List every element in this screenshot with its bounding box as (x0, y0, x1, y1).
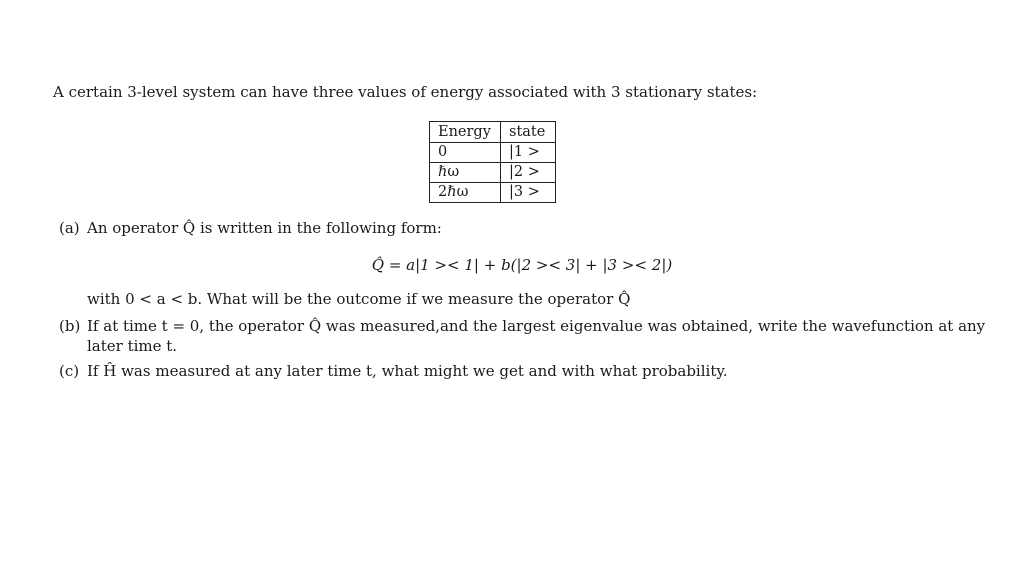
header-state: state (501, 122, 556, 143)
part-c (59, 362, 728, 380)
part-b (59, 317, 985, 335)
part-c-text: If Ĥ was measured at any later time t, what might we get and with what probability. (87, 362, 728, 380)
operator-equation (0, 256, 1024, 274)
energy-state-table (429, 121, 556, 203)
part-a-label: (a) (59, 219, 80, 237)
part-c-label: (c) (59, 362, 80, 380)
energy-cell: 2ℏω (430, 183, 501, 203)
energy-cell: ℏω (430, 163, 501, 183)
header-energy: Energy (430, 122, 501, 143)
state-cell: |2 > (501, 163, 556, 183)
equation-text: Q̂ = a|1 >< 1| + b(|2 >< 3| + |3 >< 2|) (371, 256, 673, 274)
part-a-continuation: with 0 < a < b. What will be the outcome if we measure the operator Q̂ (87, 290, 631, 308)
part-b-text: If at time t = 0, the operator Q̂ was measured,and the largest eigenvalue was obtained, write the wavefunction at any (87, 317, 986, 335)
energy-cell: 0 (430, 143, 501, 163)
intro-text: A certain 3-level system can have three values of energy associated with 3 stationary states: (53, 83, 758, 101)
table-row (430, 143, 556, 163)
state-cell: |3 > (501, 183, 556, 203)
table-row (430, 163, 556, 183)
part-a (59, 219, 442, 237)
part-b-label: (b) (59, 317, 81, 335)
part-a-text: An operator Q̂ is written in the following form: (87, 219, 442, 237)
table-header-row (430, 122, 556, 143)
table-row (430, 183, 556, 203)
part-b-continuation: later time t. (87, 337, 178, 355)
state-cell: |1 > (501, 143, 556, 163)
